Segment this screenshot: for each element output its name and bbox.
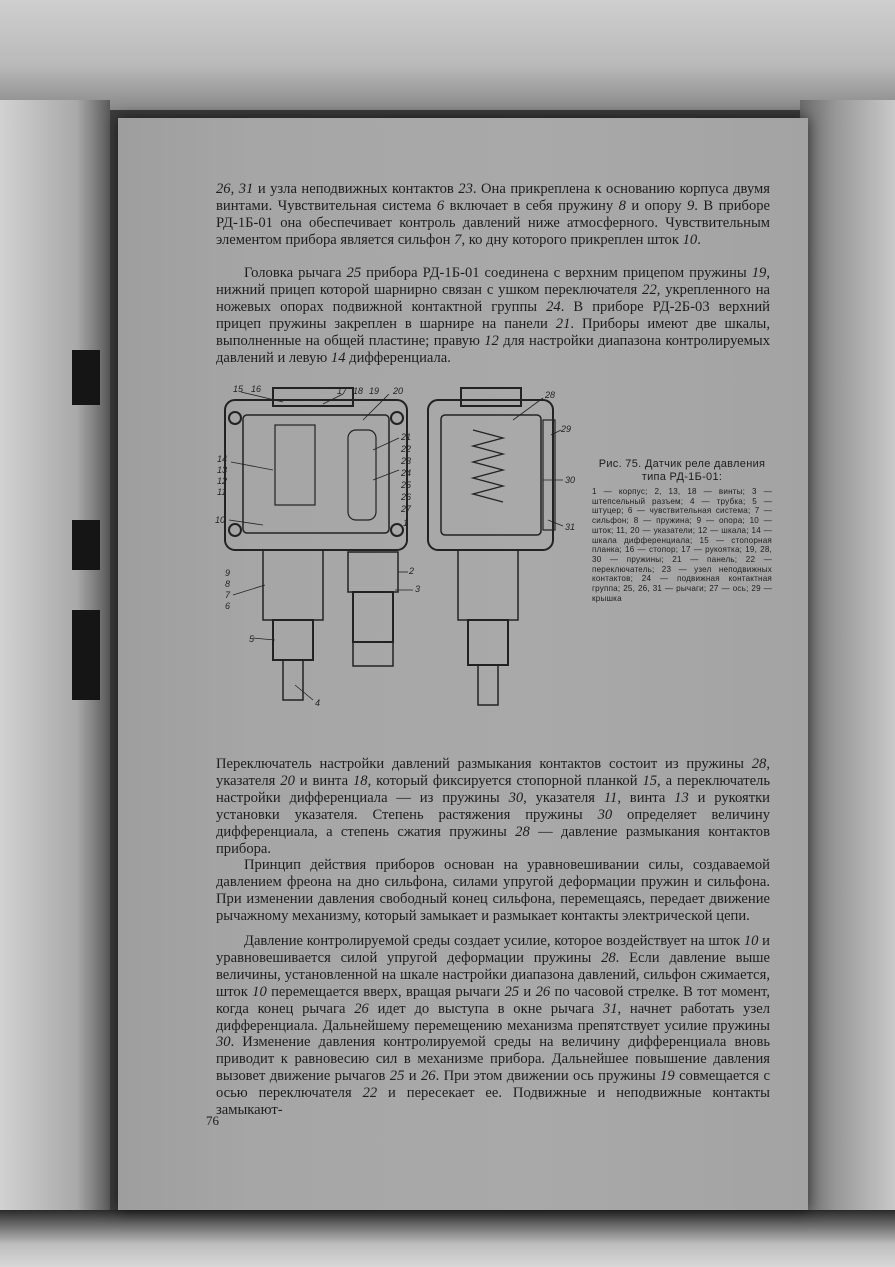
figure-label: 19 (369, 386, 380, 396)
part-number: 28 (515, 823, 530, 840)
text-run: , а переключатель настройки дифференциала — из пружины (216, 772, 770, 806)
figure-label: 13 (217, 465, 228, 475)
text-run: и уравновешивается силой упругой деформации пружины (216, 933, 770, 966)
part-number: 9 (686, 197, 695, 214)
figure-pressure-relay-drawing (213, 380, 588, 720)
part-number: 11 (603, 789, 618, 806)
part-number: 24 (546, 298, 561, 315)
part-number: 7 (454, 231, 462, 248)
figure-label: 18 (353, 386, 364, 396)
text-run: и (519, 983, 536, 1000)
part-number: 18 (352, 772, 368, 789)
text-run: и (404, 1068, 421, 1085)
part-number: 25 (346, 265, 362, 281)
figure-label: 31 (565, 522, 576, 532)
part-number: 30 (508, 789, 524, 806)
scan-background-bottom (0, 1210, 895, 1267)
figure-label: 11 (217, 487, 227, 497)
figure-label: 14 (217, 454, 228, 464)
figure-label: 23 (401, 456, 412, 466)
text-run: Головка рычага (244, 265, 347, 281)
text-run: включает в себя пружину (444, 197, 619, 214)
figure-label: 8 (225, 579, 231, 589)
part-number: 8 (618, 197, 626, 214)
text-run: Давление контролируемой среды создает усилие, которое воздействует на шток (244, 933, 744, 949)
part-number: 20 (280, 772, 295, 789)
part-number: 6 (436, 197, 445, 214)
text-run: . При этом движении ось пружины (435, 1068, 661, 1085)
figure-label: 17 (337, 386, 348, 396)
part-number: 28 (601, 949, 616, 966)
figure-label: 10 (215, 515, 226, 525)
figure-caption-legend: 1 — корпус; 2, 13, 18 — винты; 3 — штепсельный разъем; 4 — трубка; 5 — штуцер; 6 — чувствительная система; 7 — сильфон; 8 — пружина; 9 — опора; 10 — шток; 11, 20 — указатели; 12 — шкала; 14 — шкала дифференциала; 15 — стопорная планка; 16 — стопор; 17 — рукоятка; 19, 28, 30 — пружины; 21 — панель; 22 — переключатель; 23 — узел неподвижных контактов; 24 — подвижная контактная группа; 25, 26, 31 — рычаги; 27 — ось; 29 — крышка (592, 487, 772, 603)
part-number: 19 (660, 1068, 675, 1085)
part-number: 31 (602, 1000, 618, 1017)
figure-label: 9 (225, 568, 231, 578)
text-run: , укрепленного на ножевых опорах подвижной контактной группы (216, 281, 770, 315)
part-number: 26 (420, 1068, 436, 1085)
part-number: 22 (642, 281, 657, 298)
text-run: совмещается с осью переключателя (216, 1068, 770, 1102)
figure-label: 6 (225, 601, 231, 611)
figure-label: 30 (565, 475, 576, 485)
text-run: для настройки диапазона контролируемых давлений и левую (216, 332, 770, 366)
part-number: 26 (354, 1000, 369, 1017)
text-run: . Изменение давления контролируемой среды на величину дифференциала вновь приводит к равновесию сил в механизме прибора. Дальнейшее повышение давления вызовет движение рычагов (216, 1034, 770, 1085)
part-number: 23 (458, 181, 473, 197)
figure-label: 25 (401, 480, 412, 490)
text-paragraph-top-2 (216, 265, 770, 366)
part-number: 26 (535, 983, 551, 1000)
figure-label: 27 (401, 504, 412, 514)
binding-mark (72, 350, 100, 405)
paragraph (216, 756, 770, 857)
text-run: перемещается вверх, вращая рычаги (266, 983, 505, 1000)
text-run: идет до выступа в окне рычага (368, 1000, 603, 1017)
text-run: , указателя (523, 789, 604, 806)
figure-label: 12 (217, 476, 228, 486)
part-number: 14 (330, 349, 346, 366)
figure-label: 26 (401, 492, 412, 502)
text-run: , нижний прицеп которой шарнирно связан с ушком переключателя (216, 265, 770, 298)
text-run: Переключатель настройки давлений размыкания контактов состоит из пружины (216, 756, 752, 772)
text-run: и пересекает ее. Подвижные и неподвижные контакты замыкают- (216, 1085, 770, 1119)
part-number: 19 (751, 265, 767, 281)
text-run: , который фиксируется стопорной планкой (367, 772, 643, 789)
text-run: и узла неподвижных контактов (253, 181, 459, 197)
paragraph (216, 933, 770, 1119)
text-paragraph-bottom-1 (216, 756, 770, 857)
text-run: , начнет работать узел дифференциала. Дальнейшему перемещению механизма препятствует усилие пружины (216, 1000, 770, 1034)
part-number: 25 (504, 983, 520, 1000)
figure-label: 16 (251, 384, 262, 394)
text-run: . Если давление выше величины, установленной на шкале настройки диапазона давлений, сильфон сжимается, шток (216, 949, 770, 1000)
text-run: , (230, 181, 239, 197)
text-run: . Приборы имеют две шкалы, выполненные на общей пластине; правую (216, 315, 770, 349)
binding-mark (72, 610, 100, 700)
text-run: — давление размыкания контактов прибора. (216, 823, 770, 857)
part-number: 15 (642, 772, 658, 789)
figure-label: 3 (415, 584, 421, 594)
figure-label: 24 (401, 468, 412, 478)
part-number: 21 (555, 315, 571, 332)
text-run: по часовой стрелке. В тот момент, когда конец рычага (216, 983, 770, 1017)
text-run: . Она прикреплена к основанию корпуса двумя винтами. Чувствительная система (216, 181, 770, 214)
figure-label: 29 (561, 424, 572, 434)
figure-label: 21 (401, 432, 412, 442)
text-run: определяет величину дифференциала, а степень сжатия пружины (216, 806, 770, 840)
part-number: 22 (362, 1085, 378, 1102)
part-number: 12 (484, 332, 499, 349)
text-run: прибора РД-1Б-01 соединена с верхним прицепом пружины (361, 265, 752, 281)
part-number: 10 (252, 983, 267, 1000)
figure-label: 28 (545, 390, 556, 400)
text-paragraph-bottom-3 (216, 933, 770, 1119)
part-number: 10 (682, 231, 698, 248)
figure-label: 20 (393, 386, 404, 396)
part-number: 31 (238, 181, 254, 197)
part-number: 25 (389, 1068, 405, 1085)
text-paragraph-top-1 (216, 181, 770, 249)
figure-caption-title: Рис. 75. Датчик реле давления типа РД-1Б-01: (598, 458, 766, 483)
text-run: . (697, 231, 701, 248)
figure-label: 7 (225, 590, 231, 600)
figure-label: 4 (315, 698, 321, 708)
binding-mark (72, 520, 100, 570)
text-run: . В приборе РД-1Б-01 она обеспечивает контроль давлений ниже атмосферного. Чувствительным элементом прибора является сильфон (216, 197, 771, 248)
text-run: и винта (294, 772, 353, 789)
part-number: 26 (216, 181, 231, 197)
figure-label: 1 (403, 518, 409, 528)
part-number: 28 (751, 756, 767, 772)
figure-label: 2 (409, 566, 415, 576)
technical-drawing (213, 380, 588, 720)
figure-label: 5 (249, 634, 255, 644)
text-paragraph-bottom-2 (216, 857, 770, 925)
text-run: , винта (617, 789, 675, 806)
scan-background-right (800, 100, 895, 1267)
figure-caption (592, 458, 772, 603)
text-run: , ко дну которого прикреплен шток (461, 231, 683, 248)
paragraph (216, 265, 770, 366)
text-run: и рукоятки установки указателя. Степень растяжения пружины (216, 789, 770, 823)
text-run: . В приборе РД-2Б-03 верхний прицеп пружины закреплен в шарнире на панели (216, 298, 770, 332)
text-run: Принцип действия приборов основан на уравновешивании силы, создаваемой давлением фреона на дно сильфона, силами упругой деформации пружин и сильфона. При изменении давления свободный конец сильфона, перемещаясь, передает движение рычажному механизму, который замыкает и размыкает контакты электрической цепи. (216, 857, 770, 924)
figure-label: 15 (233, 384, 244, 394)
paragraph (216, 857, 770, 925)
scan-background-top (0, 0, 895, 110)
paragraph (216, 181, 770, 249)
page-number: 76 (206, 1113, 219, 1128)
text-run: , указателя (216, 756, 770, 789)
text-run: дифференциала. (345, 349, 451, 366)
text-run: и опору (625, 197, 687, 214)
part-number: 30 (216, 1034, 231, 1051)
part-number: 10 (743, 933, 759, 949)
part-number: 13 (674, 789, 689, 806)
part-number: 30 (597, 806, 613, 823)
figure-label: 22 (401, 444, 412, 454)
